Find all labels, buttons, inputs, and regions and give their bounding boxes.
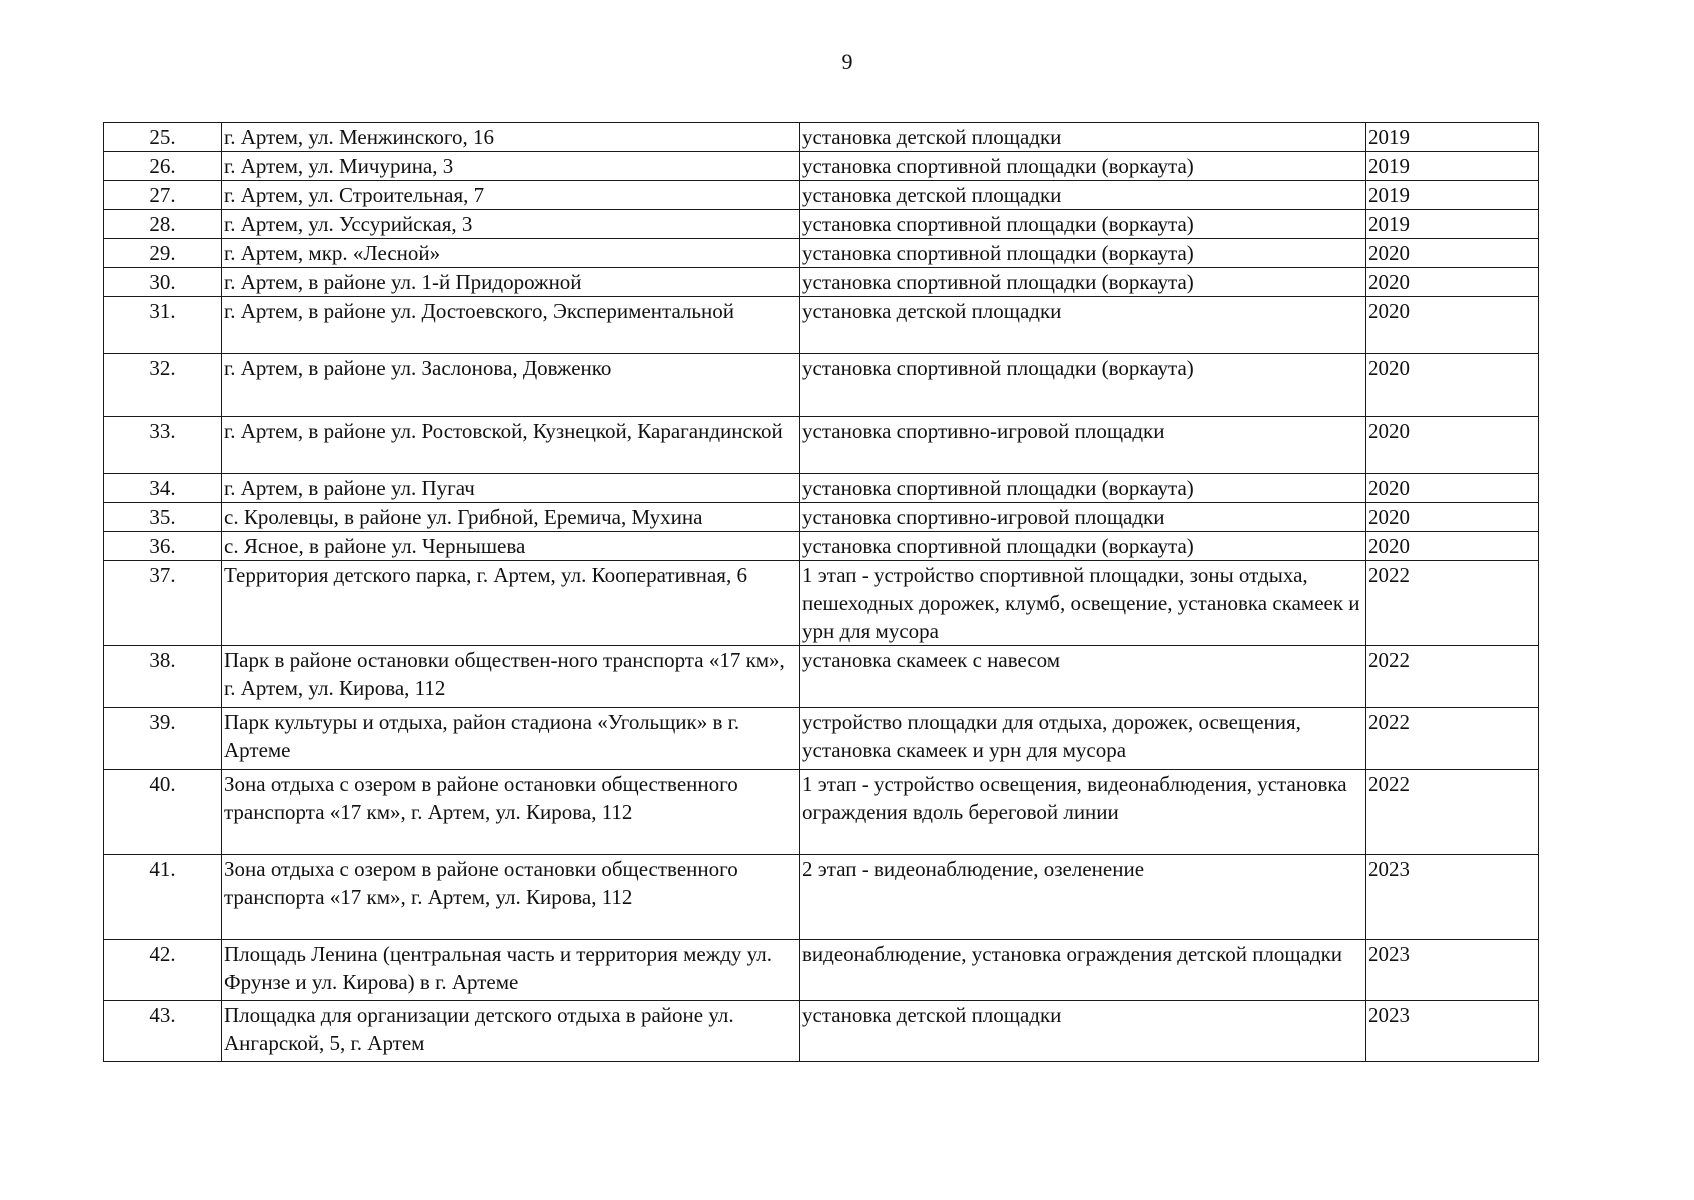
row-number: 38. — [104, 646, 222, 708]
completion-year: 2019 — [1366, 181, 1539, 210]
completion-year: 2020 — [1366, 239, 1539, 268]
row-number: 28. — [104, 210, 222, 239]
row-number: 39. — [104, 708, 222, 770]
completion-year: 2022 — [1366, 646, 1539, 708]
row-number: 41. — [104, 855, 222, 940]
object-address: г. Артем, в районе ул. Пугач — [222, 474, 800, 503]
object-address: г. Артем, в районе ул. 1-й Придорожной — [222, 268, 800, 297]
object-address: г. Артем, ул. Менжинского, 16 — [222, 123, 800, 152]
table-row — [104, 532, 1539, 561]
row-number: 43. — [104, 1001, 222, 1062]
object-address: г. Артем, в районе ул. Ростовской, Кузнецкой, Карагандинской — [222, 417, 800, 474]
work-description: устройство площадки для отдыха, дорожек, освещения, установка скамеек и урн для мусора — [800, 708, 1366, 770]
work-description: установка спортивной площадки (воркаута) — [800, 210, 1366, 239]
completion-year: 2023 — [1366, 855, 1539, 940]
object-address: г. Артем, ул. Строительная, 7 — [222, 181, 800, 210]
completion-year: 2020 — [1366, 503, 1539, 532]
object-address: Территория детского парка, г. Артем, ул. Кооперативная, 6 — [222, 561, 800, 646]
work-description: установка спортивной площадки (воркаута) — [800, 532, 1366, 561]
row-number: 30. — [104, 268, 222, 297]
work-description: установка скамеек с навесом — [800, 646, 1366, 708]
work-description: установка спортивно-игровой площадки — [800, 503, 1366, 532]
table-row — [104, 561, 1539, 646]
object-address: Парк культуры и отдыха, район стадиона «Угольщик» в г. Артеме — [222, 708, 800, 770]
object-address: Площадь Ленина (центральная часть и территория между ул. Фрунзе и ул. Кирова) в г. Артеме — [222, 940, 800, 1001]
completion-year: 2020 — [1366, 297, 1539, 354]
row-number: 27. — [104, 181, 222, 210]
completion-year: 2022 — [1366, 770, 1539, 855]
completion-year: 2020 — [1366, 354, 1539, 417]
row-number: 25. — [104, 123, 222, 152]
completion-year: 2022 — [1366, 561, 1539, 646]
object-address: с. Кролевцы, в районе ул. Грибной, Еремича, Мухина — [222, 503, 800, 532]
table-row — [104, 503, 1539, 532]
work-description: установка спортивной площадки (воркаута) — [800, 239, 1366, 268]
completion-year: 2020 — [1366, 417, 1539, 474]
row-number: 33. — [104, 417, 222, 474]
work-description: видеонаблюдение, установка ограждения детской площадки — [800, 940, 1366, 1001]
table-row — [104, 354, 1539, 417]
work-description: установка спортивной площадки (воркаута) — [800, 354, 1366, 417]
completion-year: 2020 — [1366, 474, 1539, 503]
table-row — [104, 210, 1539, 239]
table-row — [104, 297, 1539, 354]
work-description: установка спортивной площадки (воркаута) — [800, 474, 1366, 503]
row-number: 32. — [104, 354, 222, 417]
work-description: установка детской площадки — [800, 181, 1366, 210]
object-address: г. Артем, мкр. «Лесной» — [222, 239, 800, 268]
completion-year: 2023 — [1366, 1001, 1539, 1062]
object-address: г. Артем, ул. Уссурийская, 3 — [222, 210, 800, 239]
table-row — [104, 417, 1539, 474]
row-number: 40. — [104, 770, 222, 855]
table-row — [104, 239, 1539, 268]
work-description: 2 этап - видеонаблюдение, озеленение — [800, 855, 1366, 940]
row-number: 35. — [104, 503, 222, 532]
object-address: г. Артем, в районе ул. Заслонова, Довженко — [222, 354, 800, 417]
work-description: 1 этап - устройство спортивной площадки, зоны отдыха, пешеходных дорожек, клумб, освещение, установка скамеек и урн для мусора — [800, 561, 1366, 646]
work-description: установка детской площадки — [800, 123, 1366, 152]
row-number: 29. — [104, 239, 222, 268]
work-description: установка спортивно-игровой площадки — [800, 417, 1366, 474]
object-address: Зона отдыха с озером в районе остановки общественного транспорта «17 км», г. Артем, ул. Кирова, 112 — [222, 770, 800, 855]
table-row — [104, 152, 1539, 181]
object-address: Площадка для организации детского отдыха в районе ул. Ангарской, 5, г. Артем — [222, 1001, 800, 1062]
completion-year: 2019 — [1366, 123, 1539, 152]
page-number: 9 — [841, 49, 853, 74]
completion-year: 2019 — [1366, 152, 1539, 181]
improvement-objects-table — [103, 122, 1539, 1062]
row-number: 37. — [104, 561, 222, 646]
object-address: г. Артем, в районе ул. Достоевского, Экспериментальной — [222, 297, 800, 354]
work-description: установка детской площадки — [800, 1001, 1366, 1062]
work-description: установка спортивной площадки (воркаута) — [800, 152, 1366, 181]
table-row — [104, 855, 1539, 940]
row-number: 42. — [104, 940, 222, 1001]
table-row — [104, 181, 1539, 210]
object-address: Парк в районе остановки обществен-ного транспорта «17 км», г. Артем, ул. Кирова, 112 — [222, 646, 800, 708]
table-row — [104, 474, 1539, 503]
work-description: установка детской площадки — [800, 297, 1366, 354]
table-row — [104, 770, 1539, 855]
table-row — [104, 268, 1539, 297]
row-number: 34. — [104, 474, 222, 503]
table-row — [104, 646, 1539, 708]
completion-year: 2020 — [1366, 532, 1539, 561]
row-number: 26. — [104, 152, 222, 181]
table-row — [104, 940, 1539, 1001]
row-number: 31. — [104, 297, 222, 354]
completion-year: 2022 — [1366, 708, 1539, 770]
table-row — [104, 708, 1539, 770]
object-address: с. Ясное, в районе ул. Чернышева — [222, 532, 800, 561]
table-row — [104, 123, 1539, 152]
work-description: 1 этап - устройство освещения, видеонаблюдения, установка ограждения вдоль береговой линии — [800, 770, 1366, 855]
row-number: 36. — [104, 532, 222, 561]
completion-year: 2020 — [1366, 268, 1539, 297]
table-row — [104, 1001, 1539, 1062]
completion-year: 2019 — [1366, 210, 1539, 239]
object-address: Зона отдыха с озером в районе остановки общественного транспорта «17 км», г. Артем, ул. Кирова, 112 — [222, 855, 800, 940]
completion-year: 2023 — [1366, 940, 1539, 1001]
work-description: установка спортивной площадки (воркаута) — [800, 268, 1366, 297]
object-address: г. Артем, ул. Мичурина, 3 — [222, 152, 800, 181]
